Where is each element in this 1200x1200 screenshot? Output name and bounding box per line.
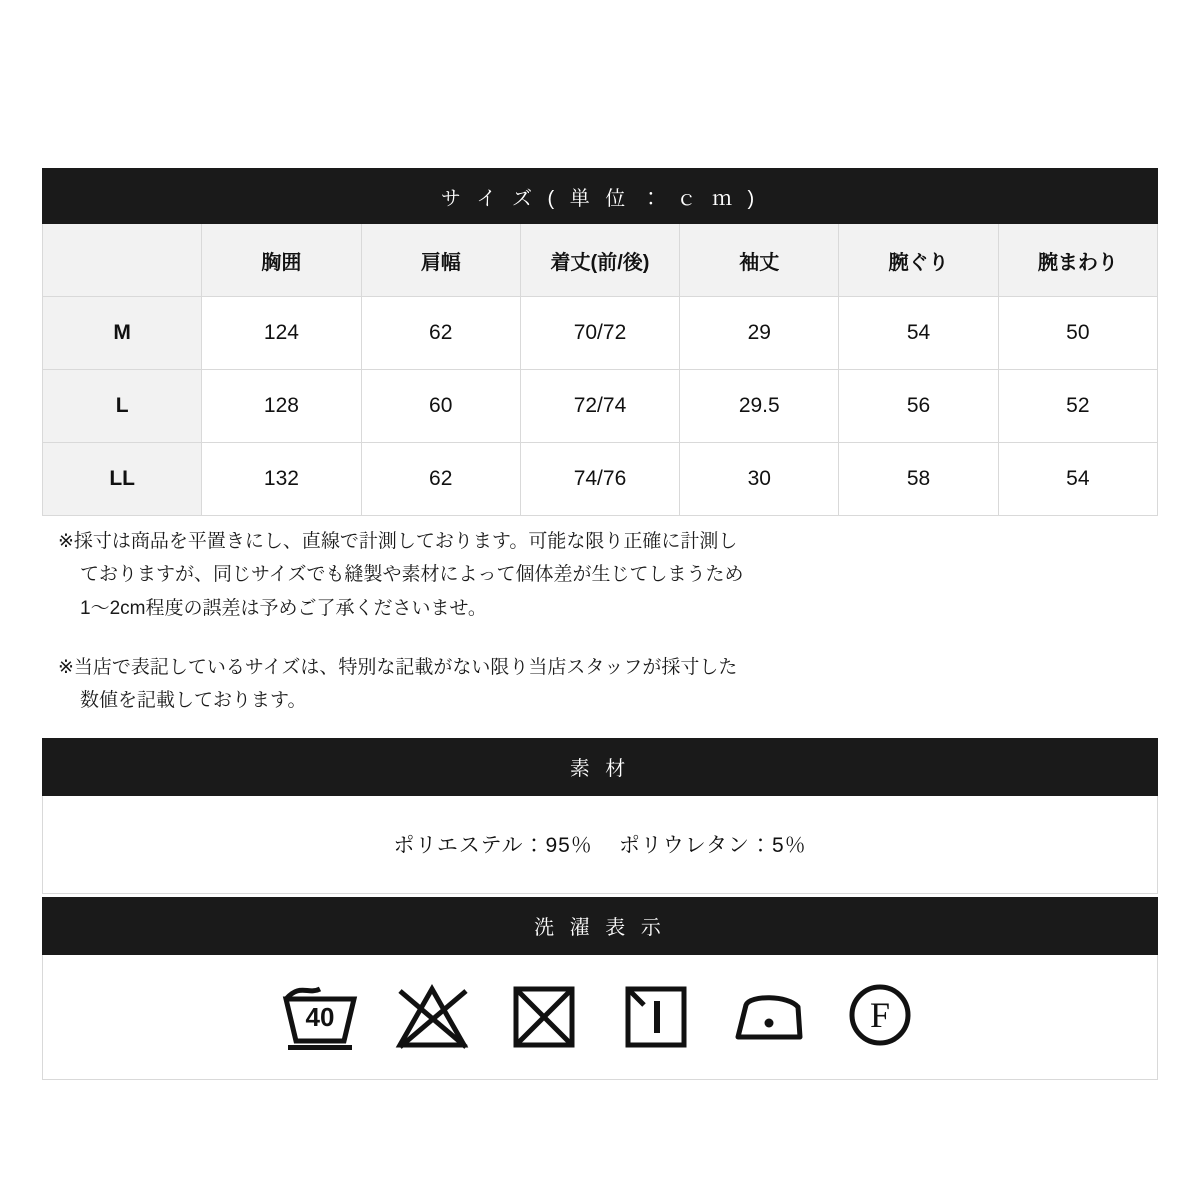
size-col-header-3: 着丈(前/後) (520, 224, 679, 297)
size-col-header-5: 腕ぐり (839, 224, 998, 297)
note-block-measurement (58, 525, 1148, 625)
size-cell-ll-sleeve: 30 (680, 443, 839, 516)
note-line: ※採寸は商品を平置きにし、直線で計測しております。可能な限り正確に計測し (58, 531, 738, 552)
size-cell-l-armhole: 56 (839, 370, 998, 443)
size-table (42, 168, 1158, 516)
size-cell-m-armcircumference: 50 (998, 297, 1157, 370)
size-cell-m-shoulder: 62 (361, 297, 520, 370)
note-block-staff (58, 651, 1148, 718)
table-row (43, 443, 1158, 516)
table-row (43, 370, 1158, 443)
table-row (43, 297, 1158, 370)
wash-40-icon (278, 979, 362, 1053)
size-cell-l-chest: 128 (202, 370, 361, 443)
note-line: 1〜2cm程度の誤差は予めご了承くださいませ。 (80, 597, 487, 619)
size-table-column-headers (43, 224, 1158, 297)
note-line: ておりますが、同じサイズでも縫製や素材によって個体差が生じてしまうため (80, 564, 744, 586)
material-body (43, 796, 1157, 893)
size-cell-l-shoulder: 60 (361, 370, 520, 443)
size-cell-l-sleeve: 29.5 (680, 370, 839, 443)
no-tumble-dry-icon (502, 979, 586, 1053)
material-line-2: ポリウレタン：5％ (618, 834, 807, 857)
note-line: ※当店で表記しているサイズは、特別な記載がない限り当店スタッフが採寸した (58, 656, 738, 678)
laundry-section (42, 897, 1158, 1080)
size-cell-l-length: 72/74 (520, 370, 679, 443)
size-cell-ll-shoulder: 62 (361, 443, 520, 516)
size-cell-l-armcircumference: 52 (998, 370, 1157, 443)
size-col-header-4: 袖丈 (680, 224, 839, 297)
size-col-header-0 (43, 224, 202, 297)
size-cell-ll-armhole: 58 (839, 443, 998, 516)
size-table-body (43, 297, 1158, 516)
size-row-label-m: M (43, 297, 202, 370)
material-section (42, 738, 1158, 894)
size-row-label-l: L (43, 370, 202, 443)
laundry-icons (43, 955, 1157, 1079)
size-cell-ll-length: 74/76 (520, 443, 679, 516)
size-col-header-6: 腕まわり (998, 224, 1157, 297)
size-table-section (42, 168, 1158, 516)
size-col-header-1: 胸囲 (202, 224, 361, 297)
measurement-notes (58, 525, 1148, 743)
size-cell-m-sleeve: 29 (680, 297, 839, 370)
note-line: 数値を記載しております。 (80, 690, 307, 711)
laundry-title: 洗 濯 表 示 (42, 897, 1158, 955)
no-bleach-icon (390, 979, 474, 1053)
size-cell-ll-chest: 132 (202, 443, 361, 516)
dry-clean-f-icon (838, 979, 922, 1053)
material-title: 素 材 (42, 738, 1158, 796)
size-cell-ll-armcircumference: 54 (998, 443, 1157, 516)
iron-low-icon (726, 979, 810, 1053)
size-col-header-2: 肩幅 (361, 224, 520, 297)
size-cell-m-chest: 124 (202, 297, 361, 370)
material-line-1: ポリエステル：95％ (393, 834, 593, 857)
wash-temperature-label: 40 (305, 1002, 335, 1032)
size-table-title: サ イ ズ ( 単 位 ： ｃ ｍ ) (43, 169, 1158, 224)
size-cell-m-length: 70/72 (520, 297, 679, 370)
drip-dry-in-shade-icon (614, 979, 698, 1053)
dry-clean-letter-label: F (869, 995, 891, 1035)
size-table-header-bar (43, 169, 1158, 224)
size-row-label-ll: LL (43, 443, 202, 516)
size-cell-m-armhole: 54 (839, 297, 998, 370)
